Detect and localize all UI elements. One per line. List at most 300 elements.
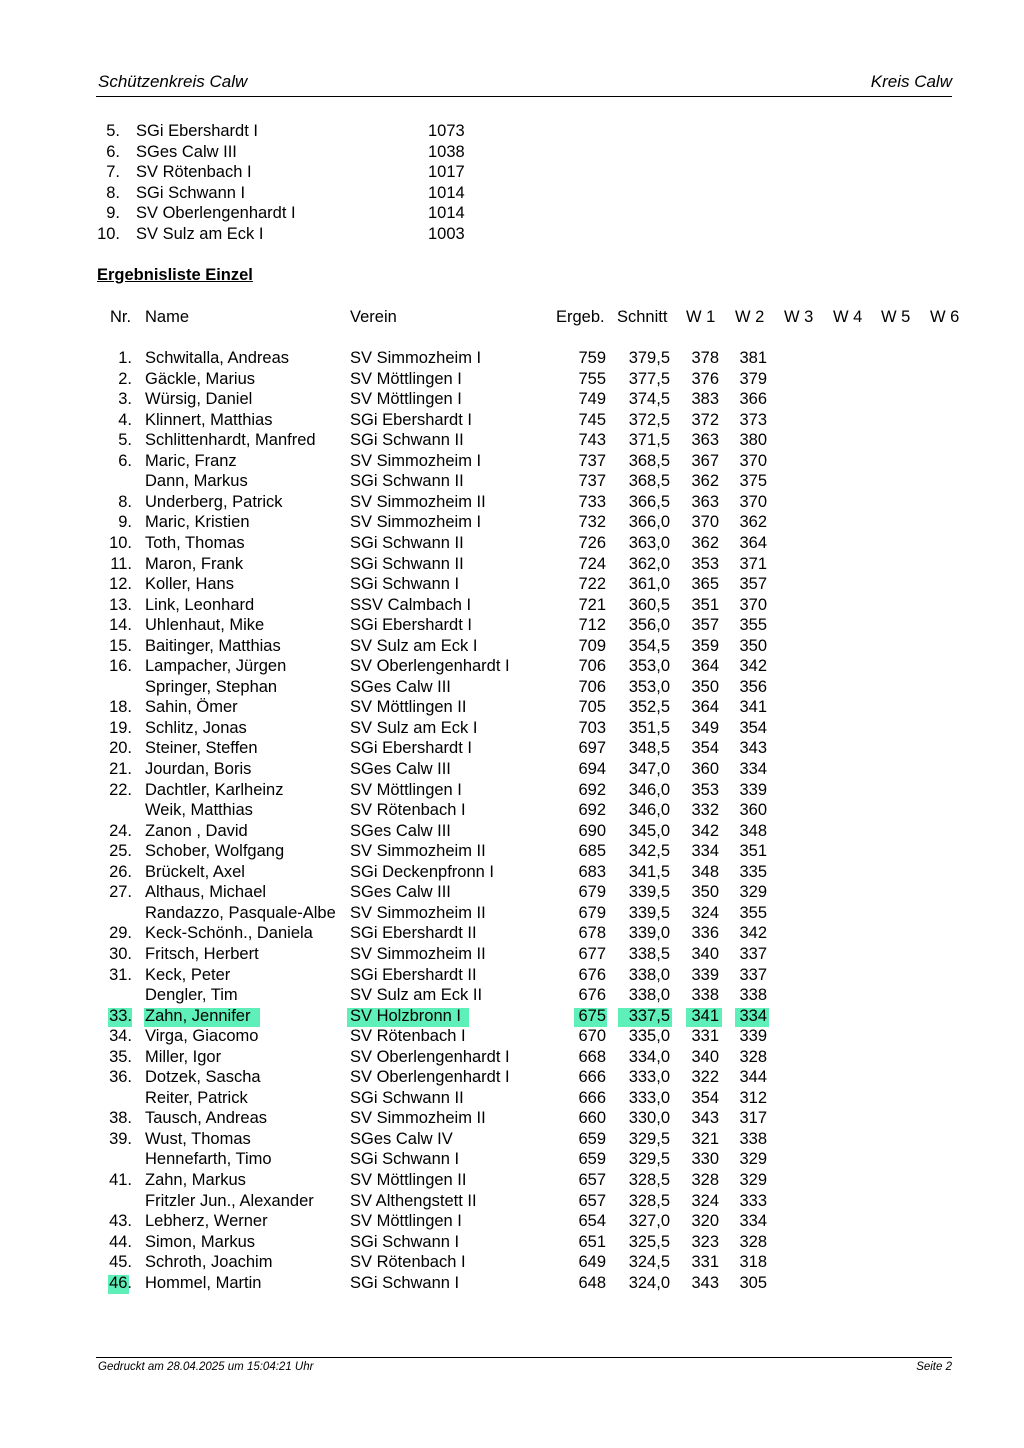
footer-divider — [96, 1357, 952, 1358]
average-cell: 324,0 — [628, 1273, 670, 1292]
table-row — [0, 781, 1024, 802]
rank-cell: 25. — [109, 842, 132, 861]
club-cell: SV Möttlingen I — [350, 390, 462, 409]
w1-cell: 353 — [691, 780, 719, 799]
rank-cell: 31. — [109, 965, 132, 984]
team-score: 1073 — [428, 122, 465, 140]
result-cell: 755 — [578, 369, 606, 388]
w2-cell: 380 — [739, 431, 767, 450]
w2-cell: 339 — [739, 1027, 767, 1046]
w1-cell: 351 — [691, 595, 719, 614]
team-name: SGi Ebershardt I — [136, 122, 258, 140]
w1-cell: 320 — [691, 1212, 719, 1231]
average-cell: 354,5 — [628, 636, 670, 655]
w1-cell: 365 — [691, 575, 719, 594]
w1-cell: 383 — [691, 390, 719, 409]
result-cell: 666 — [578, 1088, 606, 1107]
w2-cell: 328 — [739, 1047, 767, 1066]
w2-cell: 342 — [739, 924, 767, 943]
w1-cell: 340 — [691, 944, 719, 963]
result-cell: 654 — [578, 1212, 606, 1231]
team-row — [0, 204, 600, 225]
w2-cell: 334 — [739, 1006, 767, 1025]
average-cell: 371,5 — [628, 431, 670, 450]
rank-cell: 27. — [109, 883, 132, 902]
average-cell: 329,5 — [628, 1150, 670, 1169]
club-cell: SGi Schwann II — [350, 533, 464, 552]
name-cell: Virga, Giacomo — [145, 1027, 259, 1046]
team-score: 1017 — [428, 163, 465, 182]
result-cell: 712 — [578, 616, 606, 635]
w1-cell: 332 — [691, 801, 719, 820]
average-cell: 352,5 — [628, 698, 670, 717]
rank-cell: 8. — [118, 492, 132, 511]
w2-cell: 370 — [739, 451, 767, 470]
name-cell: Jourdan, Boris — [145, 760, 252, 778]
club-cell: SV Althengstett II — [350, 1191, 477, 1210]
w2-cell: 351 — [739, 842, 767, 861]
average-cell: 362,0 — [628, 554, 670, 573]
w2-cell: 338 — [739, 1129, 767, 1148]
w1-cell: 321 — [691, 1129, 719, 1148]
rank-cell: 29. — [109, 924, 132, 943]
team-row — [0, 122, 600, 143]
w1-cell: 349 — [691, 718, 719, 737]
w1-cell: 357 — [691, 616, 719, 635]
result-cell: 694 — [578, 760, 606, 778]
rank-cell: 14. — [109, 616, 132, 635]
club-cell: SGes Calw III — [350, 883, 451, 902]
average-cell: 361,0 — [628, 575, 670, 594]
name-cell: Dotzek, Sascha — [145, 1068, 261, 1087]
table-row — [0, 1233, 1024, 1254]
average-cell: 346,0 — [628, 801, 670, 820]
table-row — [0, 472, 1024, 493]
average-cell: 379,5 — [628, 349, 670, 367]
w1-cell: 342 — [691, 821, 719, 840]
club-cell: SGi Ebershardt II — [350, 924, 477, 943]
result-cell: 737 — [578, 451, 606, 470]
result-cell: 677 — [578, 944, 606, 963]
name-cell: Toth, Thomas — [145, 533, 245, 552]
table-row — [0, 370, 1024, 391]
result-cell: 666 — [578, 1068, 606, 1087]
club-cell: SV Möttlingen I — [350, 369, 462, 388]
w2-cell: 342 — [739, 657, 767, 676]
name-cell: Reiter, Patrick — [145, 1088, 248, 1107]
name-cell: Zahn, Markus — [145, 1171, 246, 1189]
rank-cell: 46. — [109, 1273, 132, 1292]
rank-cell: 20. — [109, 739, 132, 758]
w1-cell: 350 — [691, 677, 719, 696]
table-row — [0, 431, 1024, 452]
result-cell: 743 — [578, 431, 606, 450]
club-cell: SV Sulz am Eck II — [350, 986, 483, 1005]
average-cell: 356,0 — [628, 616, 670, 635]
table-row — [0, 596, 1024, 617]
name-cell: Gäckle, Marius — [145, 369, 256, 388]
result-cell: 676 — [578, 986, 606, 1005]
team-score: 1038 — [428, 142, 465, 161]
club-cell: SGes Calw III — [350, 677, 451, 696]
average-cell: 338,0 — [628, 986, 670, 1005]
table-row — [0, 1068, 1024, 1089]
name-cell: Lebherz, Werner — [145, 1212, 268, 1231]
result-cell: 721 — [578, 595, 606, 614]
club-cell: SV Simmozheim II — [350, 842, 486, 861]
club-cell: SV Simmozheim I — [350, 513, 482, 532]
average-cell: 368,5 — [628, 472, 670, 491]
w2-cell: 381 — [739, 349, 767, 367]
w2-cell: 333 — [739, 1191, 767, 1210]
name-cell: Dachtler, Karlheinz — [145, 780, 284, 799]
club-cell: SGi Schwann I — [350, 575, 460, 594]
table-row — [0, 1274, 1024, 1295]
w2-cell: 355 — [739, 616, 767, 635]
team-rank: 6. — [106, 142, 120, 161]
rank-cell: 33. — [109, 1006, 132, 1025]
col-header-w6: W 6 — [930, 308, 960, 326]
team-name: SV Oberlengenhardt I — [136, 204, 296, 223]
col-header-w3: W 3 — [784, 308, 814, 326]
average-cell: 333,0 — [628, 1088, 670, 1107]
name-cell: Simon, Markus — [145, 1232, 256, 1251]
average-cell: 351,5 — [628, 718, 670, 737]
w1-cell: 328 — [691, 1171, 719, 1189]
w1-cell: 330 — [691, 1150, 719, 1169]
average-cell: 368,5 — [628, 451, 670, 470]
table-row — [0, 698, 1024, 719]
name-cell: Maric, Franz — [145, 451, 237, 470]
col-header-result: Ergeb. — [556, 308, 605, 326]
result-cell: 657 — [578, 1171, 606, 1189]
rank-cell: 43. — [109, 1212, 132, 1231]
average-cell: 348,5 — [628, 739, 670, 758]
name-cell: Brückelt, Axel — [145, 862, 245, 881]
table-row — [0, 575, 1024, 596]
name-cell: Schlitz, Jonas — [145, 718, 247, 737]
name-cell: Uhlenhaut, Mike — [145, 616, 265, 635]
result-cell: 657 — [578, 1191, 606, 1210]
name-cell: Schober, Wolfgang — [145, 842, 285, 861]
team-row — [0, 163, 600, 184]
name-cell: Hennefarth, Timo — [145, 1150, 272, 1169]
club-cell: SV Sulz am Eck I — [350, 636, 478, 655]
average-cell: 339,5 — [628, 903, 670, 922]
w2-cell: 341 — [739, 698, 767, 717]
table-row — [0, 863, 1024, 884]
col-header-name: Name — [145, 308, 190, 326]
club-cell: SV Simmozheim II — [350, 903, 486, 922]
table-row — [0, 1089, 1024, 1110]
result-cell: 659 — [578, 1129, 606, 1148]
table-row — [0, 1048, 1024, 1069]
name-cell: Sahin, Ömer — [145, 698, 238, 717]
average-cell: 366,0 — [628, 513, 670, 532]
club-cell: SV Rötenbach I — [350, 1253, 466, 1272]
table-row — [0, 1253, 1024, 1274]
team-name: SV Rötenbach I — [136, 163, 252, 182]
club-cell: SV Oberlengenhardt I — [350, 1047, 510, 1066]
w2-cell: 343 — [739, 739, 767, 758]
col-header-w4: W 4 — [833, 308, 863, 326]
w1-cell: 364 — [691, 698, 719, 717]
w1-cell: 367 — [691, 451, 719, 470]
average-cell: 334,0 — [628, 1047, 670, 1066]
table-row — [0, 411, 1024, 432]
header-region: Kreis Calw — [870, 72, 952, 91]
w1-cell: 331 — [691, 1253, 719, 1272]
club-cell: SGi Schwann II — [350, 554, 464, 573]
rank-cell: 45. — [109, 1253, 132, 1272]
name-cell: Keck-Schönh., Daniela — [145, 924, 313, 943]
name-cell: Hommel, Martin — [145, 1273, 262, 1292]
rank-cell: 21. — [109, 760, 132, 778]
club-cell: SV Oberlengenhardt I — [350, 657, 510, 676]
average-cell: 333,0 — [628, 1068, 670, 1087]
name-cell: Lampacher, Jürgen — [145, 657, 287, 676]
average-cell: 366,5 — [628, 492, 670, 511]
average-cell: 345,0 — [628, 821, 670, 840]
w2-cell: 329 — [739, 1150, 767, 1169]
team-score: 1014 — [428, 204, 465, 223]
name-cell: Keck, Peter — [145, 965, 231, 984]
result-cell: 697 — [578, 739, 606, 758]
rank-cell: 4. — [118, 410, 132, 429]
name-cell: Koller, Hans — [145, 575, 234, 594]
w2-cell: 379 — [739, 369, 767, 388]
col-header-avg: Schnitt — [617, 308, 668, 326]
club-cell: SGi Schwann II — [350, 472, 464, 491]
team-score: 1003 — [428, 225, 465, 243]
w1-cell: 372 — [691, 410, 719, 429]
table-row — [0, 842, 1024, 863]
w2-cell: 305 — [739, 1273, 767, 1292]
table-row — [0, 1171, 1024, 1192]
w1-cell: 362 — [691, 533, 719, 552]
club-cell: SGi Schwann I — [350, 1150, 460, 1169]
w2-cell: 344 — [739, 1068, 767, 1087]
average-cell: 335,0 — [628, 1027, 670, 1046]
table-row — [0, 555, 1024, 576]
section-title: Ergebnisliste Einzel — [97, 266, 253, 284]
average-cell: 347,0 — [628, 760, 670, 778]
rank-cell: 6. — [118, 451, 132, 470]
w2-cell: 375 — [739, 472, 767, 491]
w1-cell: 334 — [691, 842, 719, 861]
result-cell: 683 — [578, 862, 606, 881]
result-cell: 706 — [578, 657, 606, 676]
w1-cell: 338 — [691, 986, 719, 1005]
w1-cell: 331 — [691, 1027, 719, 1046]
w1-cell: 360 — [691, 760, 719, 778]
average-cell: 327,0 — [628, 1212, 670, 1231]
club-cell: SGi Ebershardt I — [350, 616, 472, 635]
average-cell: 360,5 — [628, 595, 670, 614]
result-cell: 705 — [578, 698, 606, 717]
rank-cell: 24. — [109, 821, 132, 840]
w1-cell: 336 — [691, 924, 719, 943]
team-row — [0, 225, 600, 246]
w2-cell: 364 — [739, 533, 767, 552]
result-cell: 648 — [578, 1273, 606, 1292]
w1-cell: 343 — [691, 1109, 719, 1128]
w2-cell: 373 — [739, 410, 767, 429]
w2-cell: 337 — [739, 944, 767, 963]
result-cell: 651 — [578, 1232, 606, 1251]
rank-cell: 5. — [118, 431, 132, 450]
table-row — [0, 1192, 1024, 1213]
w2-cell: 317 — [739, 1109, 767, 1128]
table-row — [0, 349, 1024, 370]
table-row — [0, 1027, 1024, 1048]
table-row — [0, 719, 1024, 740]
club-cell: SV Rötenbach I — [350, 1027, 466, 1046]
name-cell: Klinnert, Matthias — [145, 410, 273, 429]
table-row — [0, 1212, 1024, 1233]
result-cell: 659 — [578, 1150, 606, 1169]
result-cell: 722 — [578, 575, 606, 594]
w2-cell: 350 — [739, 636, 767, 655]
result-cell: 676 — [578, 965, 606, 984]
name-cell: Schlittenhardt, Manfred — [145, 431, 316, 450]
w1-cell: 359 — [691, 636, 719, 655]
rank-cell: 2. — [118, 369, 132, 388]
rank-cell: 15. — [109, 636, 132, 655]
average-cell: 338,5 — [628, 944, 670, 963]
name-cell: Wust, Thomas — [145, 1129, 251, 1148]
team-rank: 9. — [106, 204, 120, 223]
table-row — [0, 1007, 1024, 1028]
w2-cell: 329 — [739, 1171, 767, 1189]
w1-cell: 341 — [691, 1006, 719, 1025]
w2-cell: 318 — [739, 1253, 767, 1272]
w1-cell: 340 — [691, 1047, 719, 1066]
table-row — [0, 883, 1024, 904]
w2-cell: 338 — [739, 986, 767, 1005]
rank-cell: 41. — [109, 1171, 132, 1189]
result-cell: 732 — [578, 513, 606, 532]
club-cell: SV Sulz am Eck I — [350, 718, 478, 737]
rank-cell: 26. — [109, 862, 132, 881]
w2-cell: 370 — [739, 595, 767, 614]
name-cell: Schwitalla, Andreas — [145, 349, 289, 367]
team-rank: 10. — [97, 225, 120, 243]
club-cell: SGi Schwann II — [350, 431, 464, 450]
w1-cell: 354 — [691, 739, 719, 758]
w2-cell: 355 — [739, 903, 767, 922]
table-row — [0, 739, 1024, 760]
w1-cell: 354 — [691, 1088, 719, 1107]
table-row — [0, 513, 1024, 534]
rank-cell: 38. — [109, 1109, 132, 1128]
table-row — [0, 966, 1024, 987]
name-cell: Dann, Markus — [145, 472, 248, 491]
club-cell: SGi Ebershardt I — [350, 410, 472, 429]
team-name: SV Sulz am Eck I — [136, 225, 264, 243]
rank-cell: 3. — [118, 390, 132, 409]
table-row — [0, 1150, 1024, 1171]
result-cell: 660 — [578, 1109, 606, 1128]
team-score: 1014 — [428, 183, 465, 202]
result-cell: 692 — [578, 780, 606, 799]
name-cell: Link, Leonhard — [145, 595, 255, 614]
rank-cell: 10. — [109, 533, 132, 552]
table-row — [0, 1130, 1024, 1151]
result-cell: 668 — [578, 1047, 606, 1066]
rank-cell: 18. — [109, 698, 132, 717]
w1-cell: 378 — [691, 349, 719, 367]
rank-cell: 9. — [118, 513, 132, 532]
average-cell: 353,0 — [628, 677, 670, 696]
average-cell: 339,0 — [628, 924, 670, 943]
rank-cell: 1. — [118, 349, 132, 367]
w2-cell: 334 — [739, 1212, 767, 1231]
name-cell: Tausch, Andreas — [145, 1109, 267, 1128]
name-cell: Baitinger, Matthias — [145, 636, 281, 655]
name-cell: Dengler, Tim — [145, 986, 238, 1005]
result-cell: 749 — [578, 390, 606, 409]
w1-cell: 324 — [691, 1191, 719, 1210]
team-name: SGi Schwann I — [136, 183, 246, 202]
name-cell: Althaus, Michael — [145, 883, 267, 902]
team-name: SGes Calw III — [136, 142, 237, 161]
rank-cell: 12. — [109, 575, 132, 594]
average-cell: 377,5 — [628, 369, 670, 388]
club-cell: SGes Calw III — [350, 821, 451, 840]
table-row — [0, 924, 1024, 945]
name-cell: Zahn, Jennifer — [145, 1006, 251, 1025]
w1-cell: 323 — [691, 1232, 719, 1251]
result-cell: 709 — [578, 636, 606, 655]
club-cell: SV Simmozheim II — [350, 1109, 486, 1128]
table-row — [0, 452, 1024, 473]
w2-cell: 328 — [739, 1232, 767, 1251]
w2-cell: 337 — [739, 965, 767, 984]
header-divider — [96, 96, 952, 97]
average-cell: 339,5 — [628, 883, 670, 902]
result-cell: 706 — [578, 677, 606, 696]
w2-cell: 339 — [739, 780, 767, 799]
name-cell: Fritsch, Herbert — [145, 944, 259, 963]
average-cell: 328,5 — [628, 1191, 670, 1210]
table-row — [0, 904, 1024, 925]
average-cell: 342,5 — [628, 842, 670, 861]
w1-cell: 370 — [691, 513, 719, 532]
w2-cell: 348 — [739, 821, 767, 840]
result-cell: 759 — [578, 349, 606, 367]
result-cell: 703 — [578, 718, 606, 737]
w1-cell: 322 — [691, 1068, 719, 1087]
name-cell: Zanon , David — [145, 821, 248, 840]
club-cell: SV Oberlengenhardt I — [350, 1068, 510, 1087]
table-row — [0, 760, 1024, 781]
team-rank: 7. — [106, 163, 120, 182]
w1-cell: 343 — [691, 1273, 719, 1292]
w2-cell: 329 — [739, 883, 767, 902]
club-cell: SGes Calw III — [350, 760, 451, 778]
club-cell: SGes Calw IV — [350, 1129, 453, 1148]
w2-cell: 362 — [739, 513, 767, 532]
result-cell: 724 — [578, 554, 606, 573]
club-cell: SGi Ebershardt II — [350, 965, 477, 984]
average-cell: 328,5 — [628, 1171, 670, 1189]
w2-cell: 335 — [739, 862, 767, 881]
club-cell: SV Möttlingen II — [350, 1171, 467, 1189]
table-row — [0, 534, 1024, 555]
w1-cell: 350 — [691, 883, 719, 902]
w1-cell: 348 — [691, 862, 719, 881]
